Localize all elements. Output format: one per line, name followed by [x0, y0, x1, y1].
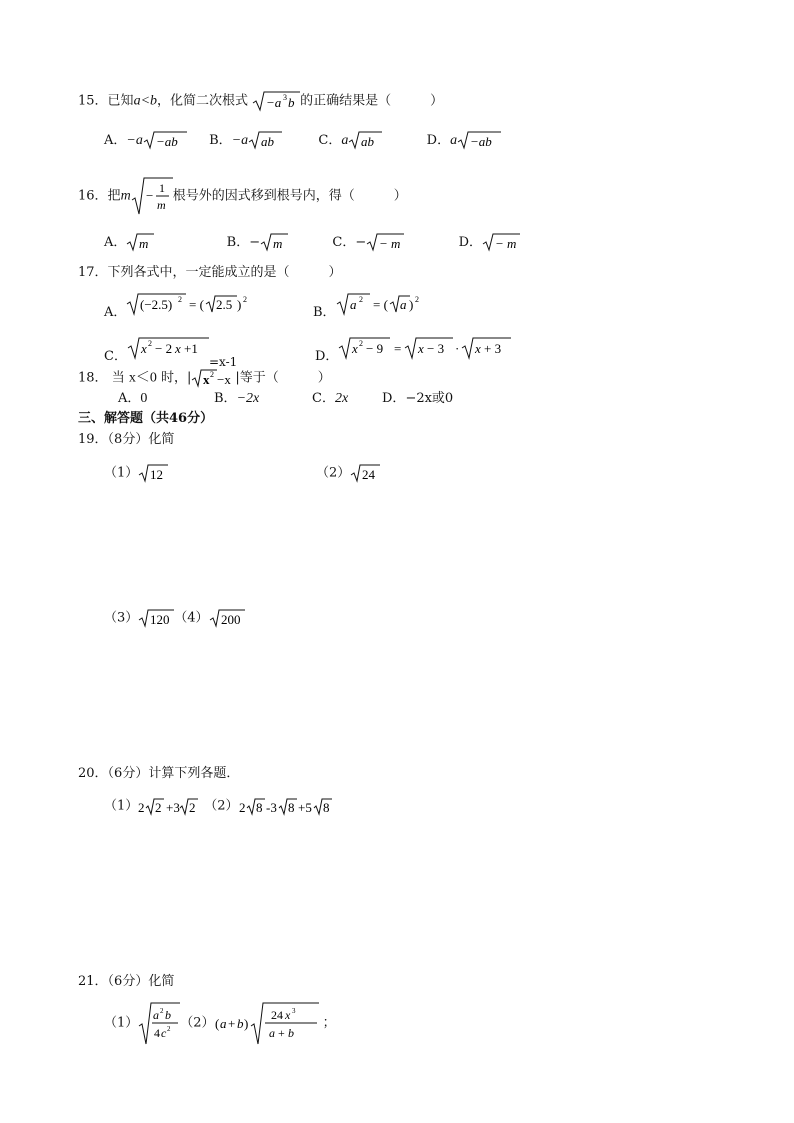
question-19-stem	[78, 430, 174, 450]
stem-text: ，化简二次根式	[157, 93, 249, 109]
question-number: 21．	[78, 974, 108, 989]
svg-text:3: 3	[291, 1007, 296, 1015]
svg-text:+3: +3	[166, 800, 181, 815]
option-label: C．	[318, 132, 342, 148]
question-17-stem	[78, 263, 342, 283]
question-number: 16．	[78, 188, 108, 204]
svg-text:8: 8	[255, 800, 263, 815]
option-label: B．	[214, 391, 237, 406]
svg-text:= (: = (	[372, 297, 388, 312]
expression	[138, 1000, 180, 1046]
option-label: A．	[118, 391, 141, 406]
question-19-part-1	[104, 463, 168, 484]
option-label: A．	[104, 305, 127, 320]
option-expr: 0	[140, 391, 148, 406]
svg-text:2: 2	[147, 339, 152, 348]
question-number: 20．	[78, 766, 108, 781]
svg-text:−x: −x	[217, 372, 232, 387]
svg-text:b: b	[287, 1026, 294, 1040]
stem-text: （8分）化简	[107, 432, 175, 447]
svg-text:a: a	[399, 297, 407, 312]
svg-text:-3: -3	[265, 800, 277, 815]
stem-text: |等于（ ）	[235, 370, 331, 386]
expression	[215, 1000, 323, 1046]
svg-text:1: 1	[158, 181, 165, 195]
svg-text:−a: −a	[266, 95, 282, 110]
svg-text:): )	[243, 1016, 248, 1031]
svg-text:b: b	[236, 1016, 244, 1031]
radicand: 200	[220, 612, 241, 627]
svg-text:a: a	[153, 1008, 160, 1022]
expression	[239, 796, 343, 816]
option-c[interactable]: C．− − m	[332, 235, 404, 250]
option-label: D．	[315, 349, 339, 364]
section-title: 三、解答题（共46分）	[78, 411, 214, 426]
svg-text:2: 2	[160, 1007, 164, 1015]
svg-text:2: 2	[238, 800, 246, 815]
question-15-options	[104, 130, 501, 151]
part-label: （3）	[104, 610, 139, 626]
svg-text:x: x	[203, 372, 210, 387]
svg-text:m: m	[139, 236, 149, 251]
option-label: B．	[226, 234, 250, 250]
question-21-parts	[104, 1000, 336, 1047]
part-label: （1）	[104, 798, 139, 814]
question-18-stem	[78, 368, 331, 389]
part-label: （2）	[180, 1015, 215, 1031]
radical-fraction	[131, 176, 173, 216]
svg-text:x: x	[284, 1008, 290, 1022]
question-number: 18．	[78, 370, 108, 386]
question-16-stem: 16．把m − 1 m 根号外的因式移到根号内，得（ ）	[78, 176, 407, 217]
option-tail: =x-1	[208, 355, 238, 369]
svg-text:− 9: − 9	[366, 341, 384, 356]
option-label: C．	[104, 349, 127, 364]
svg-text:m: m	[273, 236, 283, 251]
svg-text:8: 8	[287, 800, 295, 815]
option-a[interactable]: A．−a −ab	[104, 133, 187, 148]
question-19-parts-3-4	[104, 608, 245, 629]
condition: a<b	[133, 93, 158, 109]
svg-text:2: 2	[359, 339, 364, 348]
stem-text: 把	[107, 188, 121, 204]
option-expr: −2x或0	[405, 391, 454, 406]
svg-text:x: x	[140, 341, 147, 356]
option-label: C．	[312, 391, 335, 406]
question-21-stem	[78, 972, 174, 992]
svg-text:+: +	[277, 1026, 285, 1040]
svg-text:−ab: −ab	[155, 134, 178, 149]
option-d[interactable]	[459, 235, 520, 250]
option-c[interactable]	[312, 389, 382, 409]
option-b[interactable]: B．− m	[227, 235, 288, 250]
svg-text:·: ·	[455, 341, 460, 356]
svg-text:x: x	[418, 341, 425, 356]
question-20-stem	[78, 764, 239, 784]
question-15-stem	[78, 90, 443, 112]
svg-text:8: 8	[322, 800, 330, 815]
stem-text: 当	[111, 370, 125, 386]
svg-text:2: 2	[138, 800, 145, 815]
svg-text:− m: − m	[495, 236, 517, 251]
stem-text: （6分）计算下列各题．	[107, 766, 240, 781]
radicand: 12	[150, 467, 164, 482]
option-expr: −2x	[236, 391, 260, 406]
svg-text:ab: ab	[261, 134, 275, 149]
svg-text:x: x	[174, 341, 181, 356]
stem-text: （6分）化简	[107, 974, 175, 989]
part-label: （1）	[104, 1015, 139, 1031]
svg-text:=: =	[394, 341, 402, 356]
svg-text:2: 2	[210, 370, 215, 379]
punctuation: ；	[322, 1015, 336, 1031]
svg-text:2: 2	[243, 295, 248, 304]
svg-text:− 3: − 3	[427, 341, 445, 356]
option-label: D．	[382, 391, 406, 406]
option-b[interactable]: B．−a ab	[209, 133, 282, 148]
svg-text:a: a	[268, 1026, 275, 1040]
question-number: 15．	[78, 93, 108, 109]
svg-text:24: 24	[270, 1008, 283, 1022]
option-label: B．	[313, 305, 336, 320]
part-label: （2）	[316, 465, 351, 481]
stem-text: 已知	[107, 93, 134, 109]
svg-text:2.5: 2.5	[216, 297, 233, 312]
svg-text:b: b	[165, 1008, 172, 1022]
question-18-options	[118, 389, 453, 409]
svg-text:+ 3: + 3	[484, 341, 502, 356]
option-label: A．	[104, 234, 127, 250]
radical-expression	[191, 368, 235, 388]
part-label: （1）	[104, 465, 139, 481]
svg-text:a: a	[349, 297, 357, 312]
question-17-option-a[interactable]	[104, 292, 256, 326]
svg-text:2: 2	[178, 295, 183, 304]
svg-text:): )	[408, 297, 413, 312]
question-19-part-2	[316, 463, 380, 484]
svg-text:−: −	[145, 188, 154, 203]
svg-text:2: 2	[414, 295, 419, 304]
radical-expression	[252, 90, 300, 112]
svg-text:2: 2	[189, 800, 196, 815]
svg-text:− m: − m	[379, 236, 401, 251]
option-label: D．	[426, 132, 451, 148]
question-20-parts	[104, 796, 343, 817]
svg-text:): )	[237, 297, 242, 312]
svg-text:a: a	[219, 1016, 227, 1031]
svg-text:2: 2	[167, 1025, 171, 1033]
svg-text:(−2.5): (−2.5)	[140, 297, 173, 312]
stem-text: 根号外的因式移到根号内，得（ ）	[172, 188, 407, 204]
option-a[interactable]	[104, 235, 154, 250]
svg-text:3: 3	[283, 93, 288, 102]
option-d[interactable]	[382, 391, 453, 406]
question-16-options	[104, 232, 520, 253]
svg-text:(: (	[214, 1016, 219, 1031]
svg-text:x: x	[475, 341, 482, 356]
option-b[interactable]	[214, 389, 312, 409]
option-label: D．	[458, 234, 482, 250]
option-label: A．	[104, 132, 127, 148]
part-label: （4）	[174, 610, 209, 626]
svg-text:+: +	[227, 1016, 235, 1031]
question-number: 17．	[78, 265, 108, 280]
question-17-option-b[interactable]	[313, 292, 424, 326]
radicand: 24	[362, 467, 376, 482]
svg-text:2: 2	[155, 800, 162, 815]
option-label: C．	[332, 234, 356, 250]
question-17-option-d[interactable]	[315, 336, 528, 370]
option-a[interactable]	[118, 389, 214, 409]
expression	[138, 796, 204, 816]
svg-text:− 2: − 2	[154, 341, 173, 356]
stem-text: 下列各式中，一定能成立的是（ ）	[107, 265, 342, 280]
svg-text:ab: ab	[361, 134, 375, 149]
stem-text: 时，|	[160, 370, 192, 386]
stem-text: 的正确结果是（ ）	[300, 93, 444, 109]
part-label: （2）	[204, 798, 239, 814]
option-expr: 2x	[334, 391, 349, 406]
svg-text:4: 4	[154, 1026, 161, 1040]
svg-text:+5: +5	[297, 800, 312, 815]
svg-text:−ab: −ab	[470, 134, 492, 149]
option-label: B．	[209, 132, 232, 148]
radicand: 120	[150, 612, 170, 627]
condition: x＜0	[128, 370, 157, 386]
option-d[interactable]: D．a −ab	[427, 133, 501, 148]
svg-text:b: b	[288, 95, 295, 110]
svg-text:c: c	[161, 1026, 167, 1040]
svg-text:+1: +1	[183, 341, 198, 356]
svg-text:= (: = (	[189, 297, 205, 312]
svg-text:2: 2	[358, 295, 363, 304]
question-number: 19．	[78, 432, 108, 447]
svg-text:m: m	[156, 198, 166, 212]
option-c[interactable]: C．a ab	[318, 133, 382, 148]
svg-text:x: x	[352, 341, 359, 356]
